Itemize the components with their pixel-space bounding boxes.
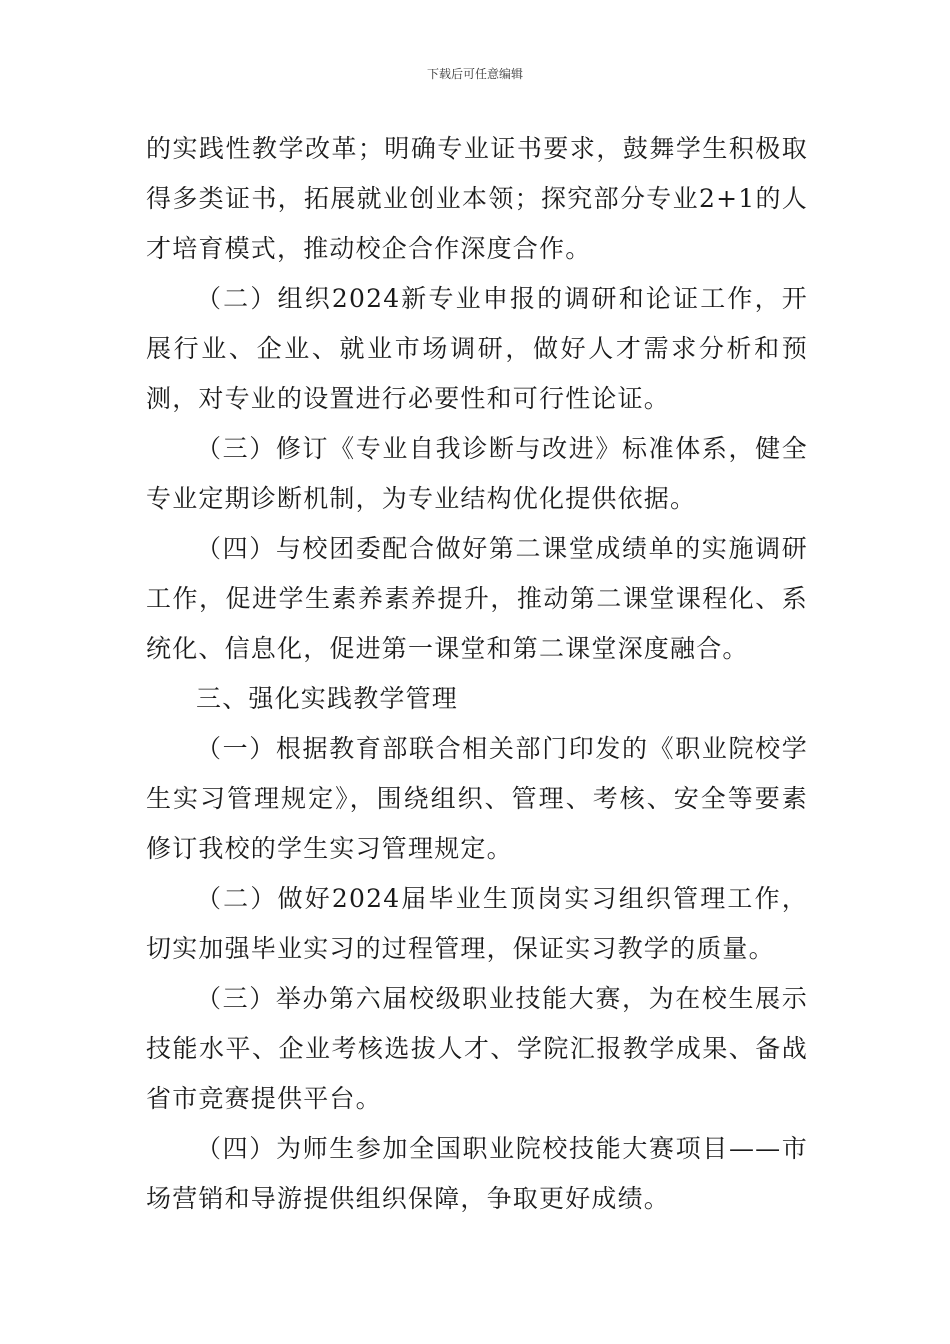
paragraph-practice-item-4: （四）为师生参加全国职业院校技能大赛项目——市场营销和导游提供组织保障，争取更好成绩。 bbox=[146, 1134, 808, 1213]
paragraph-item-4-second-classroom: （四）与校团委配合做好第二课堂成绩单的实施调研工作，促进学生素养素养提升，推动第二课堂课程化、系统化、信息化，促进第一课堂和第二课堂深度融合。 bbox=[146, 534, 808, 663]
paragraph-item-2-new-major: （二）组织2024新专业申报的调研和论证工作，开展行业、企业、就业市场调研，做好人才需求分析和预测，对专业的设置进行必要性和可行性论证。 bbox=[146, 284, 808, 413]
section-heading-practice: 三、强化实践教学管理 bbox=[196, 684, 459, 713]
paragraph-continuation: 的实践性教学改革；明确专业证书要求，鼓舞学生积极取得多类证书，拓展就业创业本领；探究部分专业2+1的人才培育模式，推动校企合作深度合作。 bbox=[146, 134, 808, 263]
paragraph-practice-item-1: （一）根据教育部联合相关部门印发的《职业院校学生实习管理规定》，围绕组织、管理、考核、安全等要素修订我校的学生实习管理规定。 bbox=[146, 734, 808, 863]
page-header: 下载后可任意编辑 bbox=[426, 67, 523, 81]
paragraph-practice-item-2: （二）做好2024届毕业生顶岗实习组织管理工作，切实加强毕业实习的过程管理，保证实习教学的质量。 bbox=[146, 884, 808, 963]
paragraph-practice-item-3: （三）举办第六届校级职业技能大赛，为在校生展示技能水平、企业考核选拔人才、学院汇报教学成果、备战省市竞赛提供平台。 bbox=[146, 984, 808, 1113]
paragraph-item-3-revise-standard: （三）修订《专业自我诊断与改进》标准体系，健全专业定期诊断机制，为专业结构优化提供依据。 bbox=[146, 434, 808, 513]
document-body bbox=[146, 124, 808, 1224]
